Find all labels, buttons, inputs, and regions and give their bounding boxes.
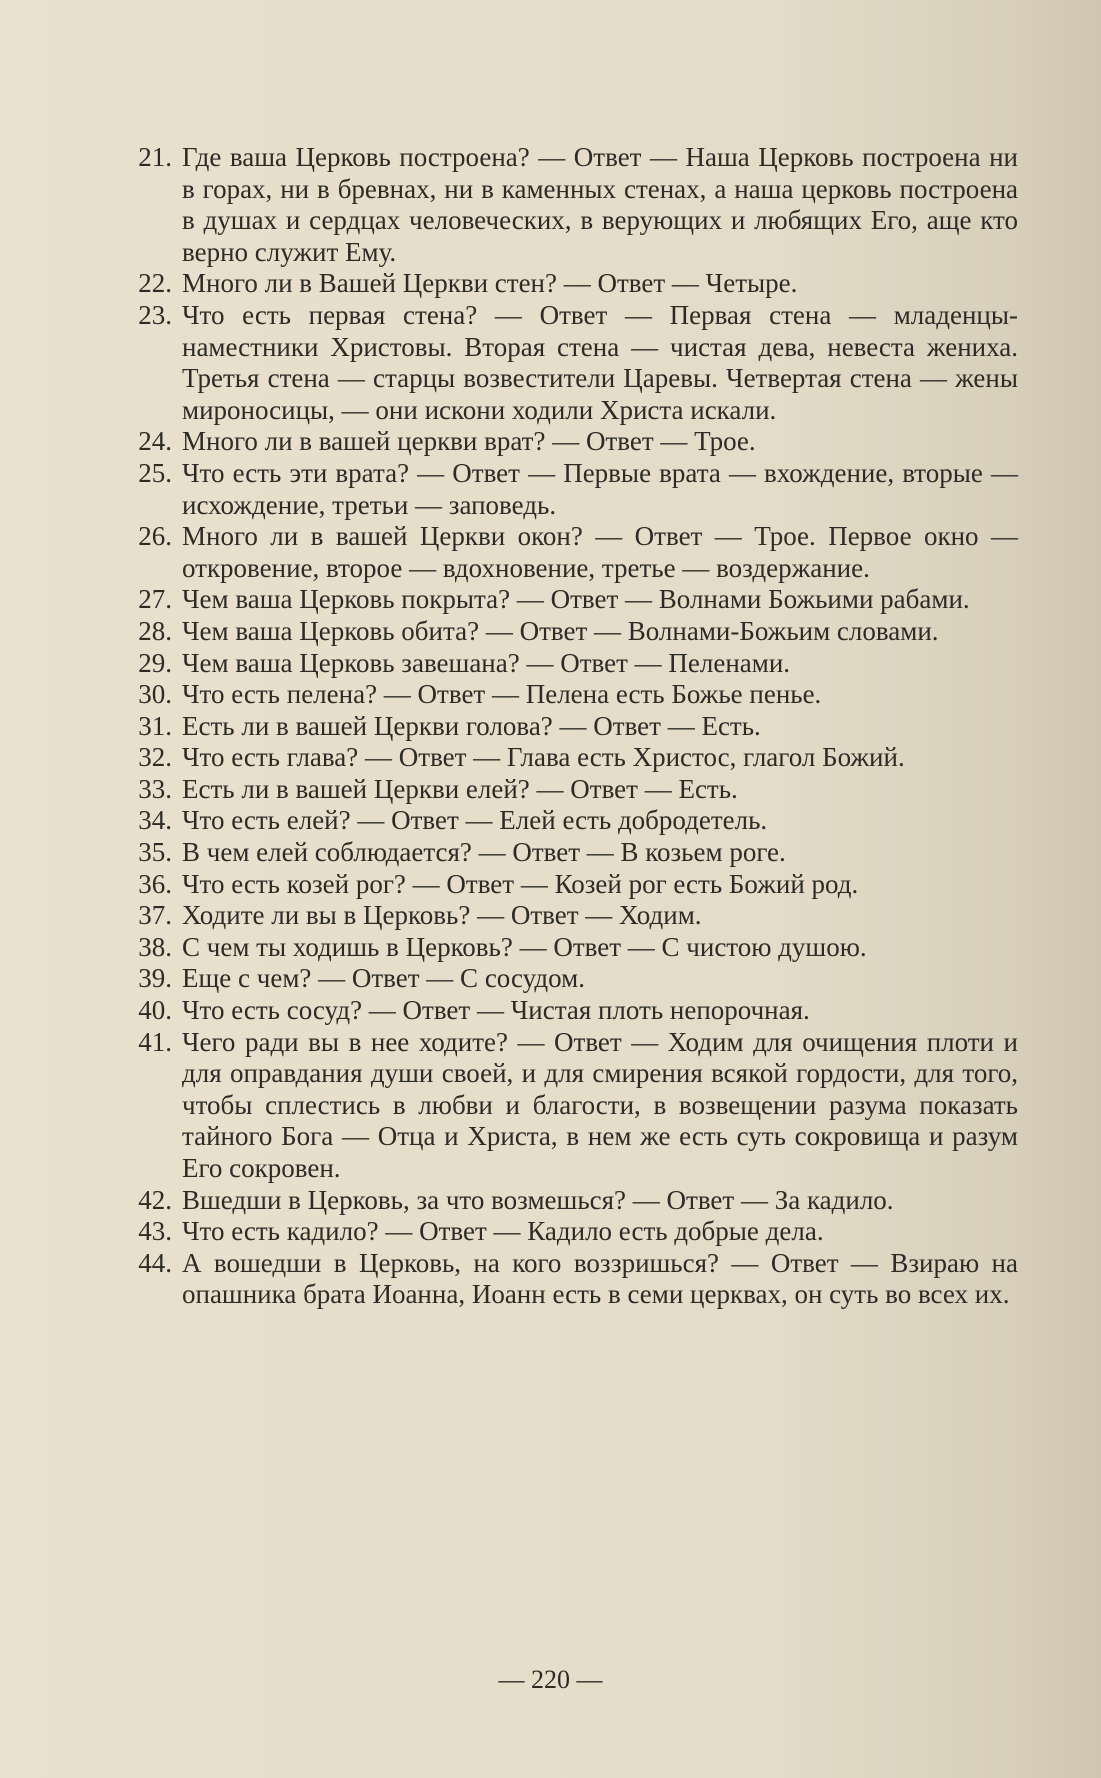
entry-number: 43. xyxy=(138,1216,172,1247)
entry-32 xyxy=(118,742,1018,774)
entry-text: Еще с чем? — Ответ — С сосудом. xyxy=(182,963,585,994)
entry-text: Чем ваша Церковь покрыта? — Ответ — Волнами Божьими рабами. xyxy=(182,584,970,615)
entry-26 xyxy=(118,521,1018,584)
entry-number: 39. xyxy=(138,963,172,994)
entry-36 xyxy=(118,869,1018,901)
entry-number: 21. xyxy=(138,142,172,172)
entry-text: Что есть кадило? — Ответ — Кадило есть добрые дела. xyxy=(182,1216,824,1247)
entry-text: Много ли в Вашей Церкви стен? — Ответ — Четыре. xyxy=(182,268,798,299)
entry-text: Что есть елей? — Ответ — Елей есть добродетель. xyxy=(182,805,768,836)
entry-text: Что есть глава? — Ответ — Глава есть Христос, глагол Божий. xyxy=(182,742,905,773)
entry-text: Вшедши в Церковь, за что возмешься? — Ответ — За кадило. xyxy=(182,1184,894,1215)
entry-24 xyxy=(118,426,1018,458)
entry-41 xyxy=(118,1027,1018,1185)
entry-text: Что есть сосуд? — Ответ — Чистая плоть непорочная. xyxy=(182,995,810,1026)
entry-37 xyxy=(118,900,1018,932)
entry-number: 44. xyxy=(138,1247,172,1278)
entry-text: Чего ради вы в нее ходите? — Ответ — Ходим для очищения плоти и для оправдания души своей, и для смирения всякой гордости, для того, чтобы сплестись в любви и благости, в возвещении разума показать тайного Бога — Отца и Христа, в нем же есть суть сокровища и разум Его сокровен. xyxy=(182,1026,1018,1183)
entry-text: А вошедши в Церковь, на кого воззришься? — Ответ — Взираю на опашника брата Иоанна, Иоанн есть в семи церквах, он суть во всех их. xyxy=(182,1247,1018,1310)
entry-number: 32. xyxy=(138,742,172,773)
entry-number: 29. xyxy=(138,647,172,678)
entry-number: 42. xyxy=(138,1184,172,1215)
entry-text: В чем елей соблюдается? — Ответ — В козьем роге. xyxy=(182,837,786,868)
entry-27 xyxy=(118,584,1018,616)
entry-number: 41. xyxy=(138,1026,172,1057)
entry-43 xyxy=(118,1216,1018,1248)
entry-39 xyxy=(118,963,1018,995)
entry-44 xyxy=(118,1248,1018,1311)
entry-number: 22. xyxy=(138,268,172,299)
entry-number: 28. xyxy=(138,615,172,646)
entry-number: 24. xyxy=(138,426,172,457)
entry-23 xyxy=(118,300,1018,426)
entry-42 xyxy=(118,1185,1018,1217)
entry-text: Что есть первая стена? — Ответ — Первая стена — младенцы-наместники Христовы. Вторая стена — чистая дева, невеста жениха. Третья стена — старцы возвестители Царевы. Четвертая стена — жены мироносицы, — они искони ходили Христа искали. xyxy=(182,299,1018,425)
entry-number: 34. xyxy=(138,805,172,836)
entry-text: Ходите ли вы в Церковь? — Ответ — Ходим. xyxy=(182,900,702,931)
entry-29 xyxy=(118,648,1018,680)
entry-number: 30. xyxy=(138,679,172,710)
entry-text: Что есть эти врата? — Ответ — Первые врата — вхождение, вторые — исхождение, третьи — заповедь. xyxy=(182,457,1018,520)
entry-text: Много ли в вашей церкви врат? — Ответ — Трое. xyxy=(182,426,756,457)
entry-30 xyxy=(118,679,1018,711)
entry-text: Есть ли в вашей Церкви голова? — Ответ — Есть. xyxy=(182,710,761,741)
entry-text: Есть ли в вашей Церкви елей? — Ответ — Есть. xyxy=(182,773,738,804)
entry-number: 35. xyxy=(138,837,172,868)
entry-25 xyxy=(118,458,1018,521)
page-number: — 220 — xyxy=(498,1665,603,1694)
entry-text: Что есть пелена? — Ответ — Пелена есть Божье пенье. xyxy=(182,679,822,710)
entry-33 xyxy=(118,774,1018,806)
entry-number: 38. xyxy=(138,931,172,962)
entry-number: 33. xyxy=(138,773,172,804)
entry-text: С чем ты ходишь в Церковь? — Ответ — С чистою душою. xyxy=(182,931,867,962)
entry-number: 36. xyxy=(138,868,172,899)
entry-text: Много ли в вашей Церкви окон? — Ответ — Трое. Первое окно — откровение, второе — вдохновение, третье — воздержание. xyxy=(182,521,1018,583)
entry-40 xyxy=(118,995,1018,1027)
entry-number: 31. xyxy=(138,710,172,741)
catechism-text xyxy=(118,142,1018,1311)
entry-35 xyxy=(118,837,1018,869)
entry-22 xyxy=(118,268,1018,300)
entry-21 xyxy=(118,142,1018,268)
entry-38 xyxy=(118,932,1018,964)
entry-number: 27. xyxy=(138,584,172,615)
entry-number: 25. xyxy=(138,457,172,488)
entry-number: 37. xyxy=(138,900,172,931)
entry-31 xyxy=(118,711,1018,743)
entry-text: Где ваша Церковь построена? — Ответ — Наша Церковь построена ни в горах, ни в бревнах, ни в каменных стенах, а наша церковь построена в душах и сердцах человеческих, в верующих и любящих Его, аще кто верно служит Ему. xyxy=(182,142,1018,267)
entry-number: 40. xyxy=(138,995,172,1026)
entry-text: Что есть козей рог? — Ответ — Козей рог есть Божий род. xyxy=(182,868,859,899)
entry-34 xyxy=(118,805,1018,837)
entry-number: 26. xyxy=(138,521,172,552)
entry-28 xyxy=(118,616,1018,648)
entry-text: Чем ваша Церковь завешана? — Ответ — Пеленами. xyxy=(182,647,791,678)
entry-text: Чем ваша Церковь обита? — Ответ — Волнами-Божьим словами. xyxy=(182,615,939,646)
entry-number: 23. xyxy=(138,299,172,330)
